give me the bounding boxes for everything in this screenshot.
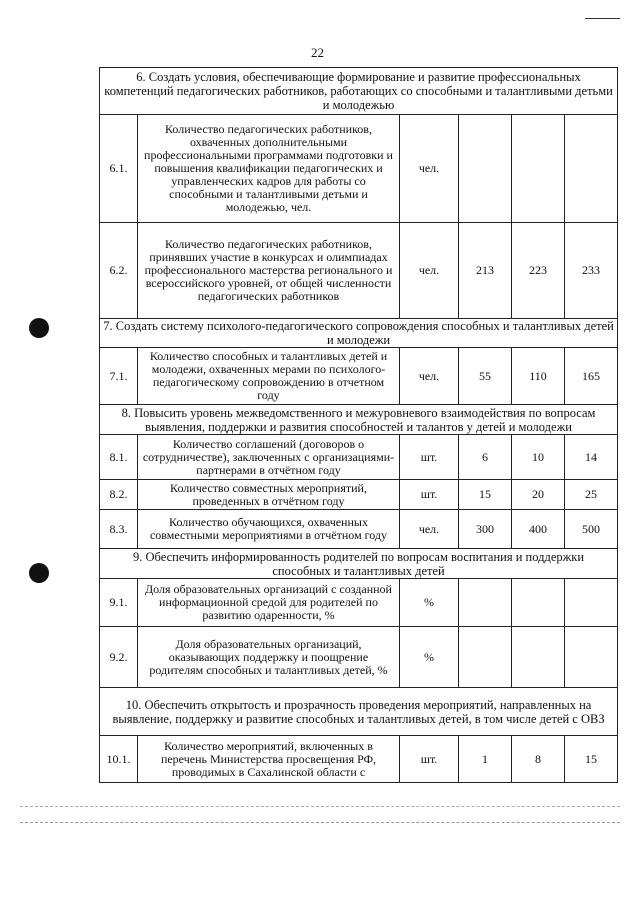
indicator-row [100,480,618,510]
indicator-unit: шт. [400,435,459,480]
indicator-unit: чел. [400,348,459,405]
indicator-value-1: 15 [459,480,512,510]
section-row [100,319,618,348]
indicator-name: Количество обучающихся, охваченных совместными мероприятиями в отчётном году [138,510,400,549]
indicator-number: 6.2. [100,223,138,319]
scan-artifact-line [20,806,620,807]
indicator-value-3: 233 [565,223,618,319]
section-row [100,68,618,115]
indicator-value-1: 55 [459,348,512,405]
indicator-value-1 [459,579,512,627]
scan-artifact-line [20,822,620,823]
indicator-value-2: 10 [512,435,565,480]
indicator-row [100,627,618,688]
indicator-unit: чел. [400,510,459,549]
indicator-value-2: 223 [512,223,565,319]
indicator-row [100,348,618,405]
indicator-number: 8.3. [100,510,138,549]
indicator-name: Количество педагогических работников, принявших участие в конкурсах и олимпиадах профессионального мастерства регионального и всероссийского уровней, от общей численности педагогических работников [138,223,400,319]
indicator-row [100,115,618,223]
punch-hole-top [29,318,49,338]
punch-hole-bottom [29,563,49,583]
indicator-value-2 [512,115,565,223]
indicator-value-3: 15 [565,736,618,783]
indicator-unit: % [400,627,459,688]
indicator-name: Количество способных и талантливых детей и молодежи, охваченных мерами по психолого-педагогическому сопровождению в отчетном году [138,348,400,405]
indicator-value-1 [459,627,512,688]
indicator-value-2: 110 [512,348,565,405]
section-heading: 9. Обеспечить информированность родителей по вопросам воспитания и поддержки способных и талантливых детей [100,549,618,579]
indicator-value-3: 14 [565,435,618,480]
indicator-number: 10.1. [100,736,138,783]
indicator-value-1 [459,115,512,223]
indicator-row [100,510,618,549]
indicator-unit: шт. [400,480,459,510]
indicator-name: Количество соглашений (договоров о сотрудничестве), заключенных с организациями-партнерами в отчётном году [138,435,400,480]
indicator-name: Количество совместных мероприятий, проведенных в отчётном году [138,480,400,510]
section-row [100,549,618,579]
indicator-name: Доля образовательных организаций с созданной информационной средой для родителей по развитию одаренности, % [138,579,400,627]
indicator-unit: чел. [400,115,459,223]
indicator-value-1: 6 [459,435,512,480]
indicator-value-3 [565,579,618,627]
indicator-value-3: 25 [565,480,618,510]
indicator-value-1: 213 [459,223,512,319]
indicator-unit: % [400,579,459,627]
indicator-value-2 [512,627,565,688]
indicator-value-2: 8 [512,736,565,783]
indicator-number: 9.2. [100,627,138,688]
indicator-value-3 [565,115,618,223]
page-number: 22 [311,45,324,60]
indicator-number: 8.1. [100,435,138,480]
indicator-value-3: 500 [565,510,618,549]
indicator-number: 7.1. [100,348,138,405]
indicator-number: 6.1. [100,115,138,223]
section-heading: 7. Создать систему психолого-педагогического сопровождения способных и талантливых детей и молодежи [100,319,618,348]
table-body [100,68,618,783]
indicator-unit: чел. [400,223,459,319]
indicator-name: Доля образовательных организаций, оказывающих поддержку и поощрение родителям способных и талантливых детей, % [138,627,400,688]
indicator-number: 9.1. [100,579,138,627]
section-heading: 6. Создать условия, обеспечивающие формирование и развитие профессиональных компетенций педагогических работников, работающих со способными и талантливыми детьми и молодежью [100,68,618,115]
indicator-value-2: 400 [512,510,565,549]
indicator-row [100,223,618,319]
indicator-value-1: 1 [459,736,512,783]
indicator-value-2: 20 [512,480,565,510]
section-heading: 10. Обеспечить открытость и прозрачность проведения мероприятий, направленных на выявление, поддержку и развитие способных и талантливых детей, в том числе детей с ОВЗ [100,688,618,736]
section-row [100,688,618,736]
indicator-row [100,579,618,627]
indicator-number: 8.2. [100,480,138,510]
indicator-value-2 [512,579,565,627]
section-heading: 8. Повысить уровень межведомственного и межуровневого взаимодействия по вопросам выявления, поддержки и развития способностей и талантов у детей и молодежи [100,405,618,435]
section-row [100,405,618,435]
indicator-row [100,736,618,783]
indicator-unit: шт. [400,736,459,783]
scan-corner-line [585,18,620,19]
indicator-name: Количество мероприятий, включенных в перечень Министерства просвещения РФ, проводимых в Сахалинской области с [138,736,400,783]
indicator-value-3 [565,627,618,688]
indicators-table [99,67,618,783]
indicator-name: Количество педагогических работников, охваченных дополнительными профессиональными программами подготовки и повышения квалификации педагогических и управленческих кадров для работы со способными и талантливыми детьми и молодежью, чел. [138,115,400,223]
indicator-value-3: 165 [565,348,618,405]
indicator-value-1: 300 [459,510,512,549]
indicator-row [100,435,618,480]
